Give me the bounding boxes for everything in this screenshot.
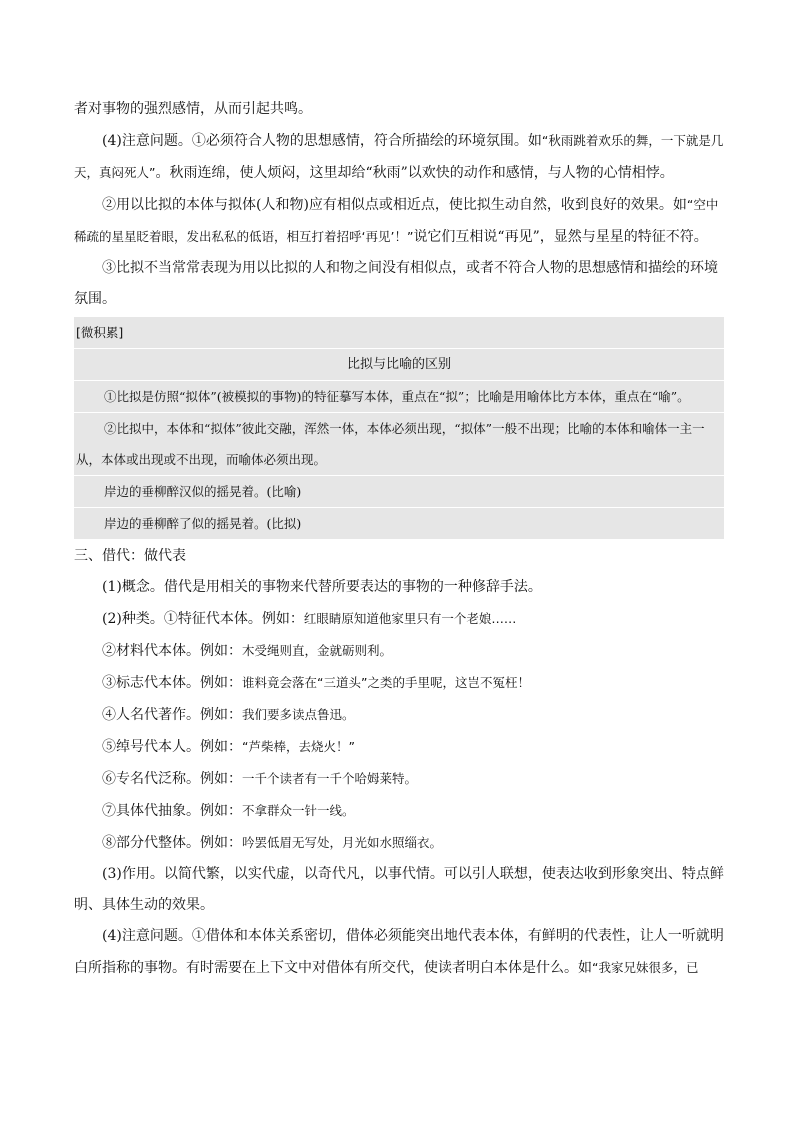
paragraph-continuation: 者对事物的强烈感情，从而引起共鸣。 [74, 101, 312, 117]
type-example: 木受绳则直，金就砺则利。 [242, 643, 393, 658]
type-item [74, 827, 724, 859]
type-item [74, 795, 724, 827]
text: ②用以比拟的本体与拟体(人和物)应有相似点或相近点，使比拟生动自然，收到良好的效果。如 [102, 197, 687, 213]
section-heading-metonymy: 三、借代：做代表 [74, 548, 186, 564]
box-label: [微积累] [74, 317, 724, 349]
document-content [74, 94, 724, 984]
box-title: 比拟与比喻的区别 [74, 349, 724, 381]
box-row-difference-1: ①比拟是仿照“拟体”(被模拟的事物)的特征摹写本体，重点在“拟”；比喻是用喻体比方本体，重点在“喻”。 [74, 381, 724, 413]
text: (4)注意问题。①借体和本体关系密切，借体必须能突出地代表本体，有鲜明的代表性，让人一听就明白所指称的事物。有时需要在上下文中对借体有所交代，使读者明白本体是什么。如 [74, 928, 724, 976]
type-label: ⑧部分代整体。例如： [102, 835, 242, 851]
paragraph-concept: (1)概念。借代是用相关的事物来代替所要表达的事物的一种修辞手法。 [102, 579, 542, 595]
type-label: (2)种类。①特征代本体。例如： [102, 611, 304, 627]
paragraph-precautions-1 [74, 125, 724, 189]
type-example: 不拿群众一针一线。 [242, 803, 355, 818]
type-item [74, 603, 724, 635]
paragraph-precautions-2 [74, 189, 724, 253]
type-example: 我们要多读点鲁迅。 [242, 707, 355, 722]
type-example: 吟罢低眉无写处，月光如水照缁衣。 [242, 835, 443, 850]
type-example: 一千个读者有一千个哈姆莱特。 [242, 771, 418, 786]
example-quote: “空中稀疏的星星眨着眼，发出私私的低语，相互打着招呼‘再见’！” [74, 197, 719, 244]
text: 。秋雨连绵，使人烦闷，这里却给“秋雨”以欢快的动作和感情，与人物的心情相悖。 [155, 165, 674, 181]
type-example: “芦柴棒，去烧火！” [242, 739, 355, 754]
type-label: ④人名代著作。例如： [102, 707, 242, 723]
type-label: ②材料代本体。例如： [102, 643, 242, 659]
type-item [74, 699, 724, 731]
types-list [74, 603, 724, 859]
type-example: 谁料竟会落在“三道头”之类的手里呢，这岂不冤枉！ [242, 675, 530, 690]
text: (4)注意问题。①必须符合人物的思想感情，符合所描绘的环境氛围。如 [102, 133, 542, 149]
type-item [74, 667, 724, 699]
paragraph-effect: (3)作用。以简代繁，以实代虚，以奇代凡，以事代情。可以引人联想，使表达收到形象突出、特点鲜明、具体生动的效果。 [74, 866, 724, 913]
type-label: ⑦具体代抽象。例如： [102, 803, 242, 819]
micro-accumulation-box [74, 317, 724, 539]
type-example: 红眼睛原知道他家里只有一个老娘…… [303, 611, 517, 626]
example-quote: “我家兄妹很多，已 [592, 960, 699, 975]
type-label: ③标志代本体。例如： [102, 675, 242, 691]
paragraph-notes [74, 921, 724, 984]
type-item [74, 763, 724, 795]
type-label: ⑤绰号代本人。例如： [102, 739, 242, 755]
box-row-difference-2: ②比拟中，本体和“拟体”彼此交融，浑然一体，本体必须出现，“拟体”一般不出现；比喻的本体和喻体一主一从，本体或出现或不出现，而喻体必须出现。 [74, 413, 724, 476]
text: 说它们互相说“再见”，显然与星星的特征不符。 [413, 229, 708, 245]
type-item [74, 731, 724, 763]
box-row-example-personification: 岸边的垂柳醉了似的摇晃着。(比拟) [104, 516, 302, 531]
type-label: ⑥专名代泛称。例如： [102, 771, 242, 787]
box-row-example-simile: 岸边的垂柳醉汉似的摇晃着。(比喻) [74, 476, 724, 508]
example-quote: “秋雨跳着欢乐的舞，一下就是几天，真闷死人” [74, 133, 724, 180]
type-item [74, 635, 724, 667]
paragraph-precautions-3: ③比拟不当常常表现为用以比拟的人和物之间没有相似点，或者不符合人物的思想感情和描绘的环境氛围。 [74, 260, 718, 307]
